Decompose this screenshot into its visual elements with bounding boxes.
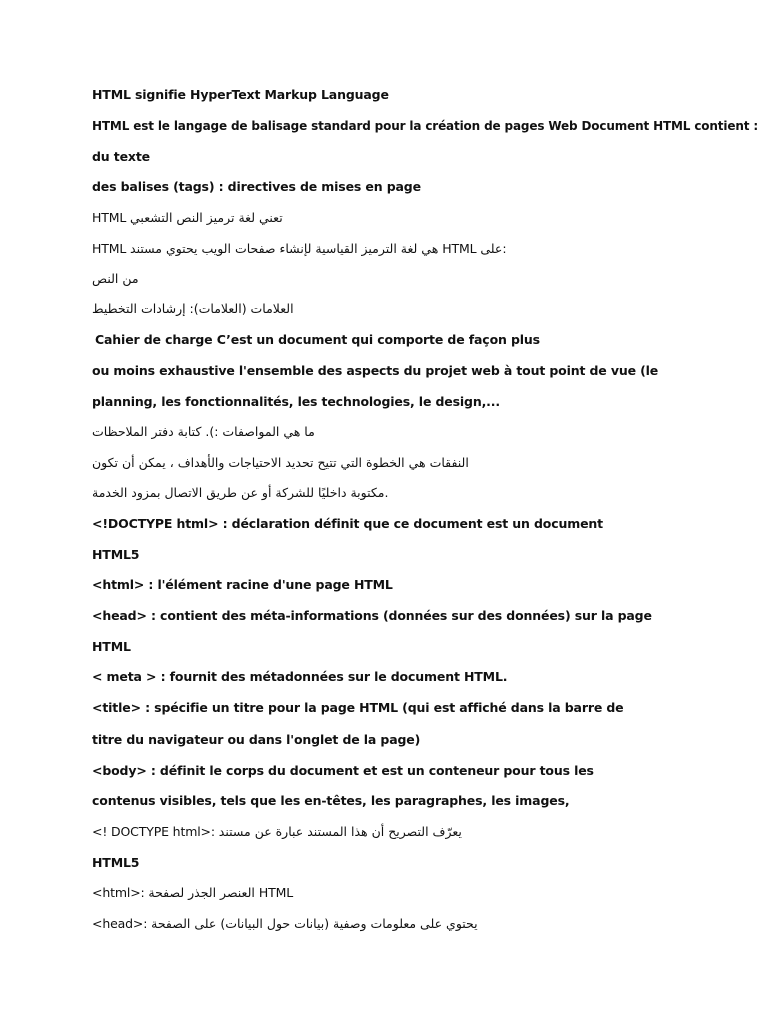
text-line: العلامات (العلامات): إرشادات التخطيط	[92, 301, 294, 316]
text-line: HTML5	[92, 547, 140, 562]
text-line: < meta > : fournit des métadonnées sur le document HTML.	[92, 669, 508, 684]
text-line: النفقات هي الخطوة التي تتيح تحديد الاحتياجات والأهداف ، يمكن أن تكون	[92, 455, 469, 470]
text-line: <!DOCTYPE html> : déclaration définit que ce document est un document	[92, 516, 604, 531]
text-line: planning, les fonctionnalités, les technologies, le design,...	[92, 394, 500, 409]
text-line: <html> : l'élément racine d'une page HTML	[92, 577, 393, 592]
text-line: <head> : contient des méta-informations (données sur des données) sur la page	[92, 608, 652, 623]
text-line: contenus visibles, tels que les en-têtes, les paragraphes, les images,	[92, 793, 570, 808]
text-line: HTML5	[92, 855, 140, 870]
text-line: HTML signifie HyperText Markup Language	[92, 87, 389, 102]
text-line: HTML هي لغة الترميز القياسية لإنشاء صفحات الويب يحتوي مستند HTML على:	[92, 241, 507, 256]
text-line: Cahier de charge C’est un document qui comporte de façon plus	[95, 332, 540, 347]
text-line: des balises (tags) : directives de mises en page	[92, 179, 421, 194]
text-line: <! DOCTYPE html>: يعرّف التصريح أن هذا المستند عبارة عن مستند	[92, 824, 462, 839]
text-line: <title> : spécifie un titre pour la page HTML (qui est affiché dans la barre de	[92, 700, 624, 715]
text-line: HTML est le langage de balisage standard pour la création de pages Web Document HTML contient :	[92, 119, 758, 133]
text-line: مكتوبة داخليًا للشركة أو عن طريق الاتصال بمزود الخدمة.	[92, 485, 389, 500]
text-line: titre du navigateur ou dans l'onglet de la page)	[92, 732, 421, 747]
text-line: du texte	[92, 149, 150, 164]
text-line: HTML تعني لغة ترميز النص التشعبي	[92, 210, 283, 225]
text-line: <body> : définit le corps du document et est un conteneur pour tous les	[92, 763, 594, 778]
text-line: <html>: العنصر الجذر لصفحة HTML	[92, 885, 294, 900]
text-line: HTML	[92, 639, 131, 654]
text-line: ما هي المواصفات :). كتابة دفتر الملاحظات	[92, 424, 315, 439]
text-line: من النص	[92, 271, 139, 286]
text-line: ou moins exhaustive l'ensemble des aspects du projet web à tout point de vue (le	[92, 363, 659, 378]
text-line: <head>: يحتوي على معلومات وصفية (بيانات حول البيانات) على الصفحة	[92, 916, 478, 931]
